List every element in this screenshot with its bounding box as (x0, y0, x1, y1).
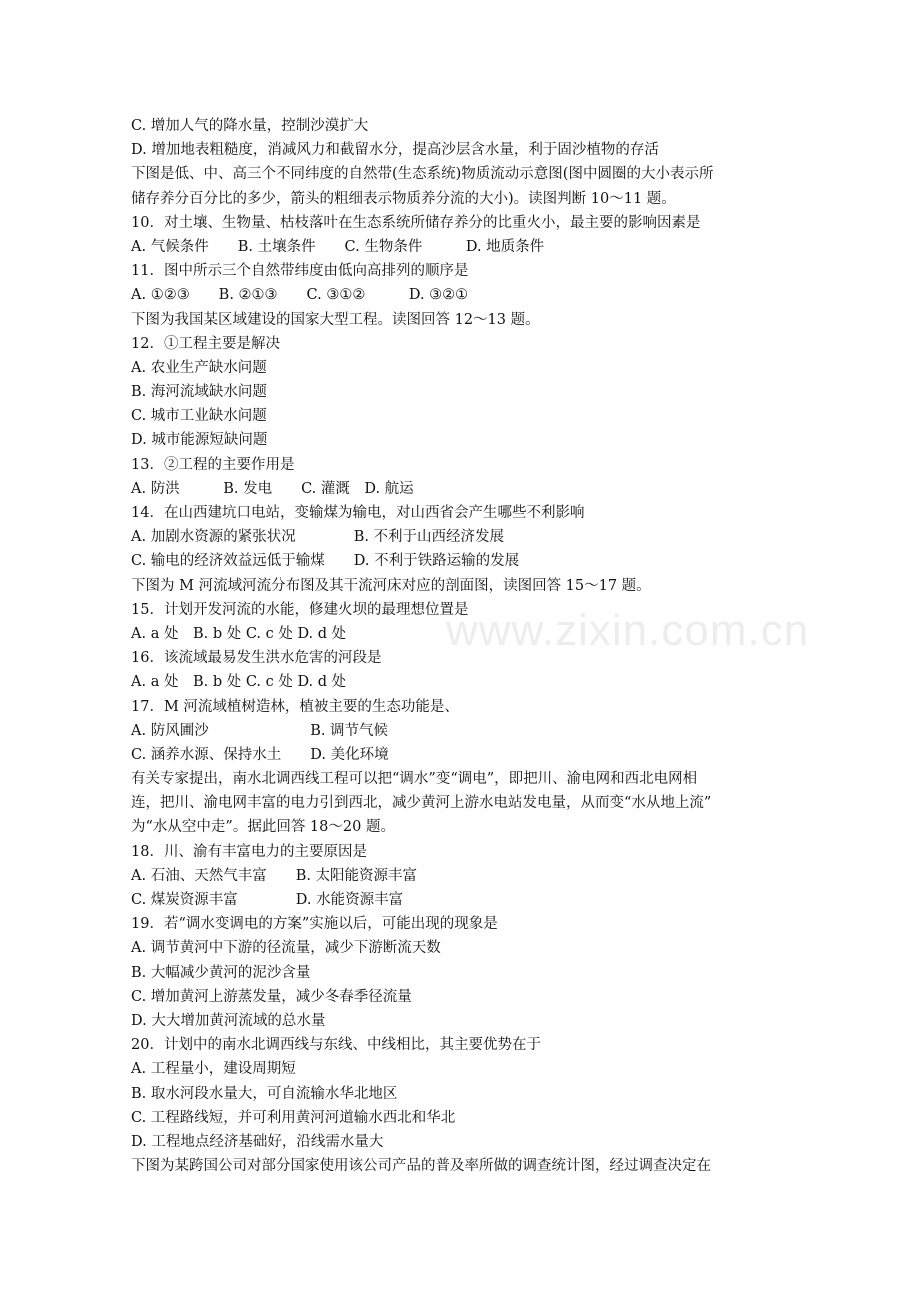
text-line: C. 煤炭资源丰富 D. 水能资源丰富 (131, 892, 404, 908)
text-line: 14．在山西建坑口电站，变输煤为输电，对山西省会产生哪些不利影响 (131, 505, 585, 521)
text-line: 储存养分百分比的多少，箭头的粗细表示物质养分流的大小)。读图判断 10～11 题。 (131, 190, 676, 207)
text-line: 12．①工程主要是解决 (131, 335, 280, 352)
text-line: C. 增加黄河上游蒸发量，减少冬春季径流量 (131, 988, 412, 1005)
exam-page (131, 114, 801, 1178)
text-line: A. 石油、天然气丰富 B. 太阳能资源丰富 (131, 867, 418, 884)
text-line: C. 工程路线短，并可利用黄河河道输水西北和华北 (131, 1109, 456, 1126)
text-line: 连，把川、渝电网丰富的电力引到西北，减少黄河上游水电站发电量，从而变“水从地上流” (131, 795, 712, 812)
text-line: 18．川、渝有丰富电力的主要原因是 (131, 843, 367, 860)
text-line: 20．计划中的南水北调西线与东线、中线相比，其主要优势在于 (131, 1037, 541, 1054)
text-line: 下图为我国某区域建设的国家大型工程。读图回答 12～13 题。 (131, 311, 540, 328)
text-line: A. 气候条件 B. 土壤条件 C. 生物条件 D. 地质条件 (131, 238, 545, 255)
text-line: A. a 处 B. b 处 C. c 处 D. d 处 (131, 625, 347, 642)
watermark: www.zixin.com.cn (446, 606, 810, 655)
text-line: 下图是低、中、高三个不同纬度的自然带(生态系统)物质流动示意图(图中圆圈的大小表示所 (131, 166, 714, 183)
text-line: A. 农业生产缺水问题 (131, 359, 267, 376)
text-line: 有关专家提出，南水北调西线工程可以把“调水”变“调电”，即把川、渝电网和西北电网相 (131, 771, 698, 788)
text-line: B. 取水河段水量大，可自流输水华北地区 (131, 1085, 398, 1102)
text-line: 为“水从空中走”。据此回答 18～20 题。 (131, 819, 395, 836)
text-line: 17．M 河流域植树造林，植被主要的生态功能是、 (131, 698, 459, 715)
text-line: 11．图中所示三个自然带纬度由低向高排列的顺序是 (131, 263, 469, 280)
text-line: 16．该流域最易发生洪水危害的河段是 (131, 650, 382, 667)
text-line: D. 城市能源短缺问题 (131, 432, 268, 449)
text-line: 19．若“调水变调电的方案”实施以后，可能出现的现象是 (131, 916, 498, 933)
text-line: A. 防洪 B. 发电 C. 灌溉 D. 航运 (131, 480, 414, 497)
text-line: C. 输电的经济效益远低于输煤 D. 不利于铁路运输的发展 (131, 553, 520, 570)
text-line: 10．对土壤、生物量、枯枝落叶在生态系统所储存养分的比重火小，最主要的影响因素是 (131, 214, 701, 231)
text-line: A. 加剧水资源的紧张状况 B. 不利于山西经济发展 (131, 529, 505, 546)
text-line: B. 大幅减少黄河的泥沙含量 (131, 964, 311, 981)
text-line: D. 工程地点经济基础好，沿线需水量大 (131, 1133, 384, 1150)
text-line: A. a 处 B. b 处 C. c 处 D. d 处 (131, 674, 347, 691)
text-line: C. 增加人气的降水量，控制沙漠扩大 (131, 118, 369, 134)
text-line: B. 海河流域缺水问题 (131, 384, 267, 401)
text-line: 下图为 M 河流域河流分布图及其干流河床对应的剖面图，读图回答 15～17 题。 (131, 577, 651, 594)
text-line: A. 防风圃沙 B. 调节气候 (131, 722, 389, 739)
text-line: 15．计划开发河流的水能，修建火坝的最理想位置是 (131, 601, 469, 618)
text-line: A. 调节黄河中下游的径流量，减少下游断流天数 (131, 940, 441, 957)
text-line: C. 涵养水源、保持水土 D. 美化环境 (131, 746, 389, 763)
text-line: A. 工程量小，建设周期短 (131, 1061, 296, 1078)
text-line: 下图为某跨国公司对部分国家使用该公司产品的普及率所做的调查统计图，经过调查决定在 (131, 1158, 711, 1175)
text-line: D. 大大增加黄河流域的总水量 (131, 1012, 326, 1029)
text-line: 13．②工程的主要作用是 (131, 456, 295, 473)
text-line: C. 城市工业缺水问题 (131, 408, 267, 425)
text-line: D. 增加地表粗糙度，消减风力和截留水分，提高沙层含水量，利于固沙植物的存活 (131, 142, 659, 159)
text-line: A. ①②③ B. ②①③ C. ③①② D. ③②① (131, 287, 469, 304)
